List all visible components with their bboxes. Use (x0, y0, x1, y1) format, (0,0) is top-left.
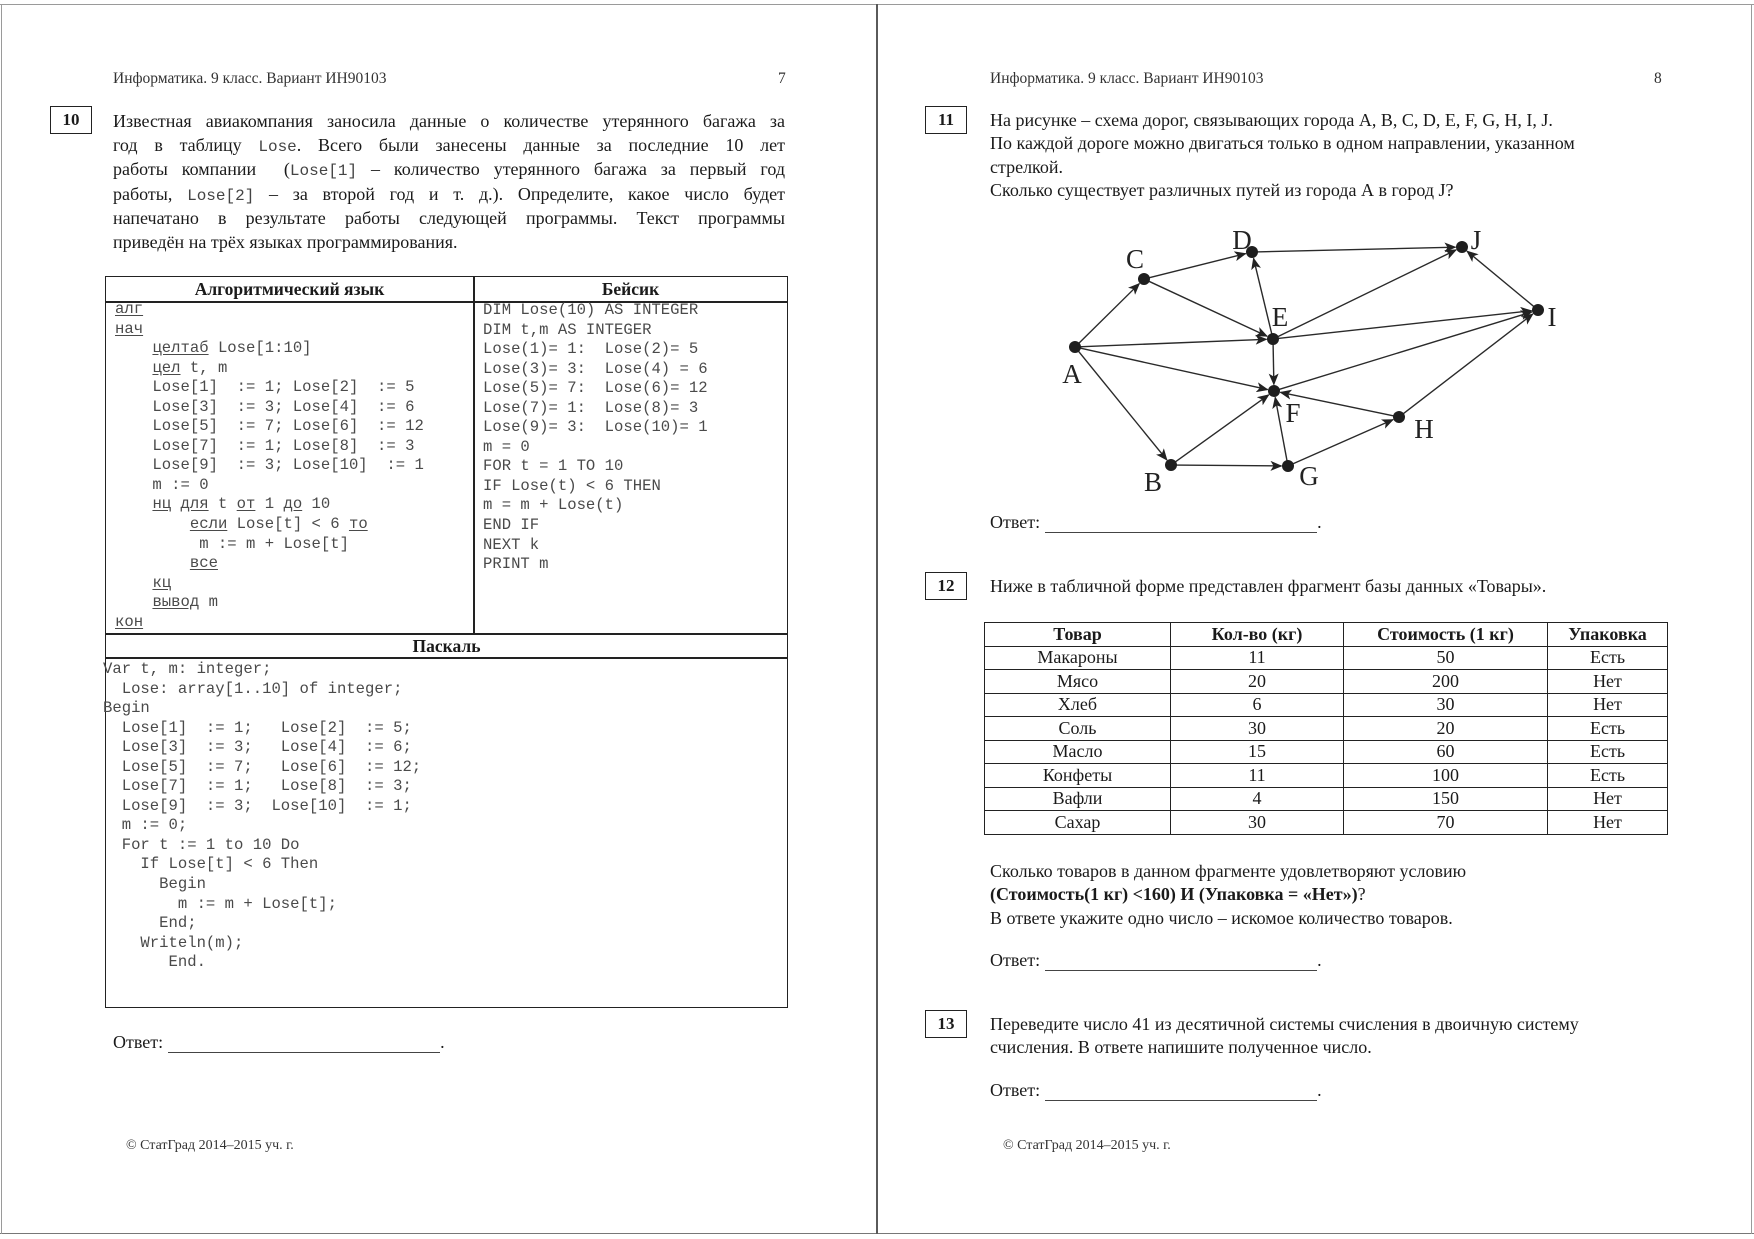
city-label-F: F (1285, 398, 1301, 428)
text-segment: Lose[9] := 3; Lose[10] := 1 (115, 456, 424, 475)
text-segment (115, 495, 152, 513)
task-text-line (113, 109, 785, 133)
code-line: DIM Lose(10) AS INTEGER (483, 301, 699, 319)
question-condition-line (990, 883, 1466, 906)
task-text-line: На рисунке – схема дорог, связывающих города A, B, C, D, E, F, G, H, I, J. (990, 110, 1553, 130)
road-arrow-B-F (1174, 395, 1268, 463)
text-segment: 1 (255, 495, 284, 514)
road-arrow-D-J (1256, 247, 1456, 252)
road-arrow-C-D (1148, 254, 1246, 278)
table-cell: 150 (1344, 787, 1548, 811)
keyword: вывод (152, 593, 200, 612)
answer-period: . (440, 1032, 445, 1052)
text-segment: Известная авиакомпания заносила данные о количестве утерянного багажа за (113, 111, 785, 131)
table-cell: Нет (1548, 787, 1668, 811)
answer-11 (990, 512, 1322, 533)
text-segment: Lose[3] := 3; Lose[4] := 6 (115, 397, 415, 416)
text-segment (115, 359, 152, 377)
code-line: Lose[5] := 7; Lose[6] := 12; (103, 757, 422, 776)
code-line: Lose(3)= 3: Lose(4) = 6 (483, 359, 708, 378)
table-cell: 20 (1171, 670, 1344, 694)
task-text-line: По каждой дороге можно двигаться только в одном направлении, указанном (990, 133, 1575, 154)
task-number-box: 10 (50, 106, 92, 134)
table-row (985, 670, 1668, 694)
code-line: m := 0; (103, 816, 188, 835)
code-line (115, 339, 424, 359)
column-header: Товар (985, 623, 1171, 647)
table-row (985, 811, 1668, 835)
code-line: m := m + Lose[t]; (103, 894, 337, 913)
table-row (985, 646, 1668, 670)
text-segment: m := m + Lose[t] (115, 534, 349, 553)
keyword: целтаб (152, 339, 209, 358)
code-line (115, 398, 424, 418)
basic-code-block (483, 301, 708, 575)
text-segment: напечатано в результате работы следующей программы. Текст программы (113, 207, 785, 228)
table-cell: Есть (1548, 740, 1668, 764)
table-cell: 15 (1171, 740, 1344, 764)
keyword: нач (115, 319, 144, 338)
table-cell: 60 (1344, 740, 1548, 764)
text-segment: – количество утерянного багажа за первый год (357, 159, 786, 180)
code-line (115, 437, 424, 457)
answer-blank (1045, 1082, 1317, 1101)
road-arrow-A-E (1079, 339, 1267, 347)
table-cell: Есть (1548, 717, 1668, 741)
road-arrow-A-F (1079, 348, 1268, 390)
question-mark: ? (1357, 884, 1366, 905)
city-label-E: E (1271, 302, 1289, 332)
code-line: Lose[3] := 3; Lose[4] := 6; (103, 738, 412, 757)
city-node-I (1532, 304, 1544, 316)
table-cell: Мясо (985, 670, 1171, 694)
table-row (985, 787, 1668, 811)
table-cell: 11 (1171, 764, 1344, 788)
goods-table (984, 622, 1668, 835)
code-line: END IF (483, 516, 540, 535)
city-node-C (1138, 273, 1150, 285)
road-arrow-E-I (1277, 311, 1532, 339)
code-line: For t := 1 to 10 Do (103, 835, 300, 854)
table-cell: 6 (1171, 693, 1344, 717)
answer-13 (990, 1080, 1322, 1101)
code-line: Begin (103, 875, 206, 894)
task-12-intro (990, 575, 1546, 598)
page-frame-left (1, 4, 2, 1234)
page-header: Информатика. 9 класс. Вариант ИН90103 (113, 70, 387, 87)
road-arrow-G-H (1292, 420, 1393, 465)
page-number: 7 (778, 70, 786, 87)
table-cell: 200 (1344, 670, 1548, 694)
task-text-line: стрелкой. (990, 156, 1064, 177)
algo-lang-header: Алгоритмический язык (194, 279, 385, 299)
task-text-line: Ниже в табличной форме представлен фрагмент базы данных «Товары». (990, 576, 1547, 596)
text-segment: Lose[1] := 1; Lose[2] := 5 (115, 378, 415, 397)
task-text-line (113, 230, 785, 254)
answer-label: Ответ: (990, 950, 1041, 970)
keyword: кц (152, 573, 172, 592)
text-segment: . Всего были занесены данные за последние 10 лет (296, 135, 785, 156)
road-arrow-E-F (1273, 343, 1274, 385)
city-node-G (1282, 460, 1294, 472)
question-line: В ответе укажите одно число – искомое количество товаров. (990, 907, 1453, 928)
code-line: End; (103, 914, 197, 933)
code-line (115, 613, 424, 633)
code-line: m = 0 (483, 437, 530, 456)
table-cell: Есть (1548, 646, 1668, 670)
column-header: Кол-во (кг) (1171, 623, 1344, 647)
code-line (115, 535, 424, 555)
text-segment: m (199, 593, 218, 612)
task-text-line (113, 182, 785, 206)
text-segment (115, 554, 190, 572)
text-segment: m := 0 (115, 475, 209, 494)
task-13-text (990, 1013, 1579, 1060)
table-cell: Макароны (985, 646, 1171, 670)
page-header: Информатика. 9 класс. Вариант ИН90103 (990, 70, 1264, 87)
table-cell: 20 (1344, 717, 1548, 741)
keyword: все (189, 554, 218, 573)
table-cell: Нет (1548, 693, 1668, 717)
road-graph-diagram (1040, 220, 1600, 500)
task-number-box: 11 (925, 106, 967, 134)
task-12-question (990, 860, 1466, 930)
code-line: Lose[1] := 1; Lose[2] := 5; (103, 718, 412, 737)
table-cell: 100 (1344, 764, 1548, 788)
pascal-header: Паскаль (412, 636, 481, 656)
table-cell: Хлеб (985, 693, 1171, 717)
city-label-G: G (1299, 461, 1319, 491)
answer-label: Ответ: (990, 1080, 1041, 1100)
code-line (115, 320, 424, 340)
inline-code: Lose (258, 138, 297, 157)
table-cell: 4 (1171, 787, 1344, 811)
city-node-H (1393, 411, 1405, 423)
table-cell: Соль (985, 717, 1171, 741)
table-cell: Вафли (985, 787, 1171, 811)
copyright: © СтатГрад 2014–2015 уч. г. (126, 1138, 294, 1153)
task-11-text (990, 109, 1575, 202)
task-text-line (113, 133, 785, 157)
task-text-line (113, 157, 785, 181)
text-segment (115, 574, 152, 592)
page-divider (876, 4, 878, 1234)
code-line (115, 476, 424, 496)
keyword: цел (152, 358, 181, 377)
text-segment: – за второй год и т. д.). Определите, какое число будет (254, 183, 785, 204)
table-row (985, 717, 1668, 741)
city-label-C: C (1125, 244, 1145, 274)
code-line (115, 593, 424, 613)
text-segment: Lose[7] := 1; Lose[8] := 3 (115, 436, 415, 455)
text-segment (115, 339, 152, 357)
keyword: то (348, 515, 368, 534)
road-arrow-E-J (1277, 250, 1457, 337)
code-line: NEXT k (483, 535, 540, 554)
text-segment: приведён на трёх языках программирования. (113, 231, 458, 252)
city-label-A: A (1062, 359, 1082, 389)
answer-10 (113, 1032, 445, 1053)
code-line: PRINT m (483, 555, 549, 574)
table-cell: 30 (1344, 693, 1548, 717)
text-segment: 10 (302, 495, 331, 514)
city-node-J (1456, 241, 1468, 253)
road-arrow-B-G (1175, 465, 1282, 466)
code-line (115, 495, 424, 515)
text-segment (115, 593, 152, 611)
table-cell: Конфеты (985, 764, 1171, 788)
table-cell: Сахар (985, 811, 1171, 835)
code-line: Lose(1)= 1: Lose(2)= 5 (483, 340, 699, 359)
text-segment: год в таблицу (113, 135, 259, 156)
text-segment: Lose[t] < 6 (227, 515, 349, 534)
task-text-line: Сколько существует различных путей из города А в город J? (990, 179, 1454, 200)
code-line (115, 300, 424, 320)
code-line (115, 574, 424, 594)
road-arrow-C-E (1148, 281, 1267, 337)
task-number-box: 12 (925, 572, 967, 600)
city-label-B: B (1143, 467, 1163, 497)
column-header: Стоимость (1 кг) (1344, 623, 1548, 647)
city-node-A (1069, 341, 1081, 353)
table-cell: Нет (1548, 811, 1668, 835)
text-segment (115, 515, 190, 533)
table-cell: Нет (1548, 670, 1668, 694)
column-divider (473, 277, 475, 634)
city-label-J: J (1470, 225, 1482, 255)
text-segment: работы, (113, 183, 188, 204)
road-arrow-A-C (1078, 284, 1140, 345)
answer-label: Ответ: (990, 512, 1041, 532)
column-header: Упаковка (1548, 623, 1668, 647)
table-cell: 70 (1344, 811, 1548, 835)
task-text-line: счисления. В ответе напишите полученное число. (990, 1037, 1372, 1058)
pascal-divider-bottom (106, 657, 787, 659)
answer-blank (1045, 514, 1317, 533)
code-line: Lose[9] := 3; Lose[10] := 1; (103, 796, 412, 815)
code-line (115, 417, 424, 437)
text-segment: работы компании ( (113, 159, 290, 180)
keyword: нц (152, 495, 172, 514)
answer-12 (990, 950, 1322, 971)
code-line (115, 515, 424, 535)
city-label-H: H (1414, 414, 1434, 444)
code-line: Lose: array[1..10] of integer; (103, 679, 403, 698)
code-line: Lose(9)= 3: Lose(10)= 1 (483, 418, 708, 437)
code-line: If Lose[t] < 6 Then (103, 855, 319, 874)
code-line: m = m + Lose(t) (483, 496, 624, 515)
page-number: 8 (1654, 70, 1662, 87)
table-cell: 30 (1171, 811, 1344, 835)
basic-header: Бейсик (601, 279, 660, 299)
table-cell: 11 (1171, 646, 1344, 670)
road-arrow-I-J (1467, 251, 1535, 307)
code-line: Lose(5)= 7: Lose(6)= 12 (483, 379, 708, 398)
answer-period: . (1317, 512, 1322, 532)
question-condition: (Стоимость(1 кг) <160) И (Упаковка = «Нет») (990, 884, 1358, 905)
code-line: Var t, m: integer; (103, 660, 272, 678)
code-line (115, 359, 424, 379)
city-node-F (1268, 385, 1280, 397)
code-line: DIM t,m AS INTEGER (483, 320, 652, 339)
road-arrow-F-I (1278, 312, 1532, 390)
task-number-box: 13 (925, 1010, 967, 1038)
code-line (115, 378, 424, 398)
keyword: алг (115, 300, 144, 318)
copyright: © СтатГрад 2014–2015 уч. г. (1003, 1138, 1171, 1153)
keyword: если (189, 515, 228, 534)
code-line: Lose[7] := 1; Lose[8] := 3; (103, 777, 412, 796)
text-segment: t, m (180, 358, 228, 377)
table-row (985, 693, 1668, 717)
keyword: от (236, 495, 256, 514)
road-arrow-E-D (1254, 258, 1273, 335)
keyword: кон (115, 612, 144, 631)
task-10-text (113, 109, 785, 254)
table-cell: Масло (985, 740, 1171, 764)
answer-blank (168, 1034, 440, 1053)
code-line (115, 456, 424, 476)
city-label-D: D (1232, 225, 1252, 255)
table-row (985, 740, 1668, 764)
text-segment: t (208, 495, 237, 514)
table-cell: Есть (1548, 764, 1668, 788)
answer-period: . (1317, 950, 1322, 970)
city-node-B (1165, 459, 1177, 471)
code-line: FOR t = 1 TO 10 (483, 457, 624, 476)
code-line: End. (103, 953, 206, 972)
inline-code: Lose[1] (289, 162, 358, 181)
inline-code: Lose[2] (187, 186, 255, 205)
code-table (105, 276, 788, 1008)
code-line (115, 554, 424, 574)
code-line: Begin (103, 699, 150, 718)
answer-label: Ответ: (113, 1032, 164, 1052)
answer-period: . (1317, 1080, 1322, 1100)
text-segment: Lose[5] := 7; Lose[6] := 12 (115, 417, 424, 436)
table-cell: 50 (1344, 646, 1548, 670)
road-arrow-A-B (1078, 350, 1167, 460)
keyword: для (180, 495, 209, 514)
code-line: Lose(7)= 1: Lose(8)= 3 (483, 398, 699, 417)
text-segment: Lose[1:10] (208, 339, 312, 358)
answer-blank (1045, 952, 1317, 971)
table-cell: 30 (1171, 717, 1344, 741)
question-line: Сколько товаров в данном фрагменте удовлетворяют условию (990, 861, 1467, 881)
code-line: Writeln(m); (103, 933, 244, 952)
table-row (985, 764, 1668, 788)
task-text-line: Переведите число 41 из десятичной системы счисления в двоичную систему (990, 1014, 1579, 1034)
algo-code-block (115, 300, 424, 632)
text-segment (171, 495, 180, 513)
task-text-line (113, 206, 785, 230)
pascal-code-block (103, 660, 421, 973)
road-arrow-H-I (1402, 314, 1533, 415)
code-line: IF Lose(t) < 6 THEN (483, 476, 661, 495)
keyword: до (283, 495, 303, 514)
page-frame-right (1751, 4, 1752, 1234)
city-node-E (1267, 333, 1279, 345)
city-label-I: I (1547, 302, 1557, 332)
